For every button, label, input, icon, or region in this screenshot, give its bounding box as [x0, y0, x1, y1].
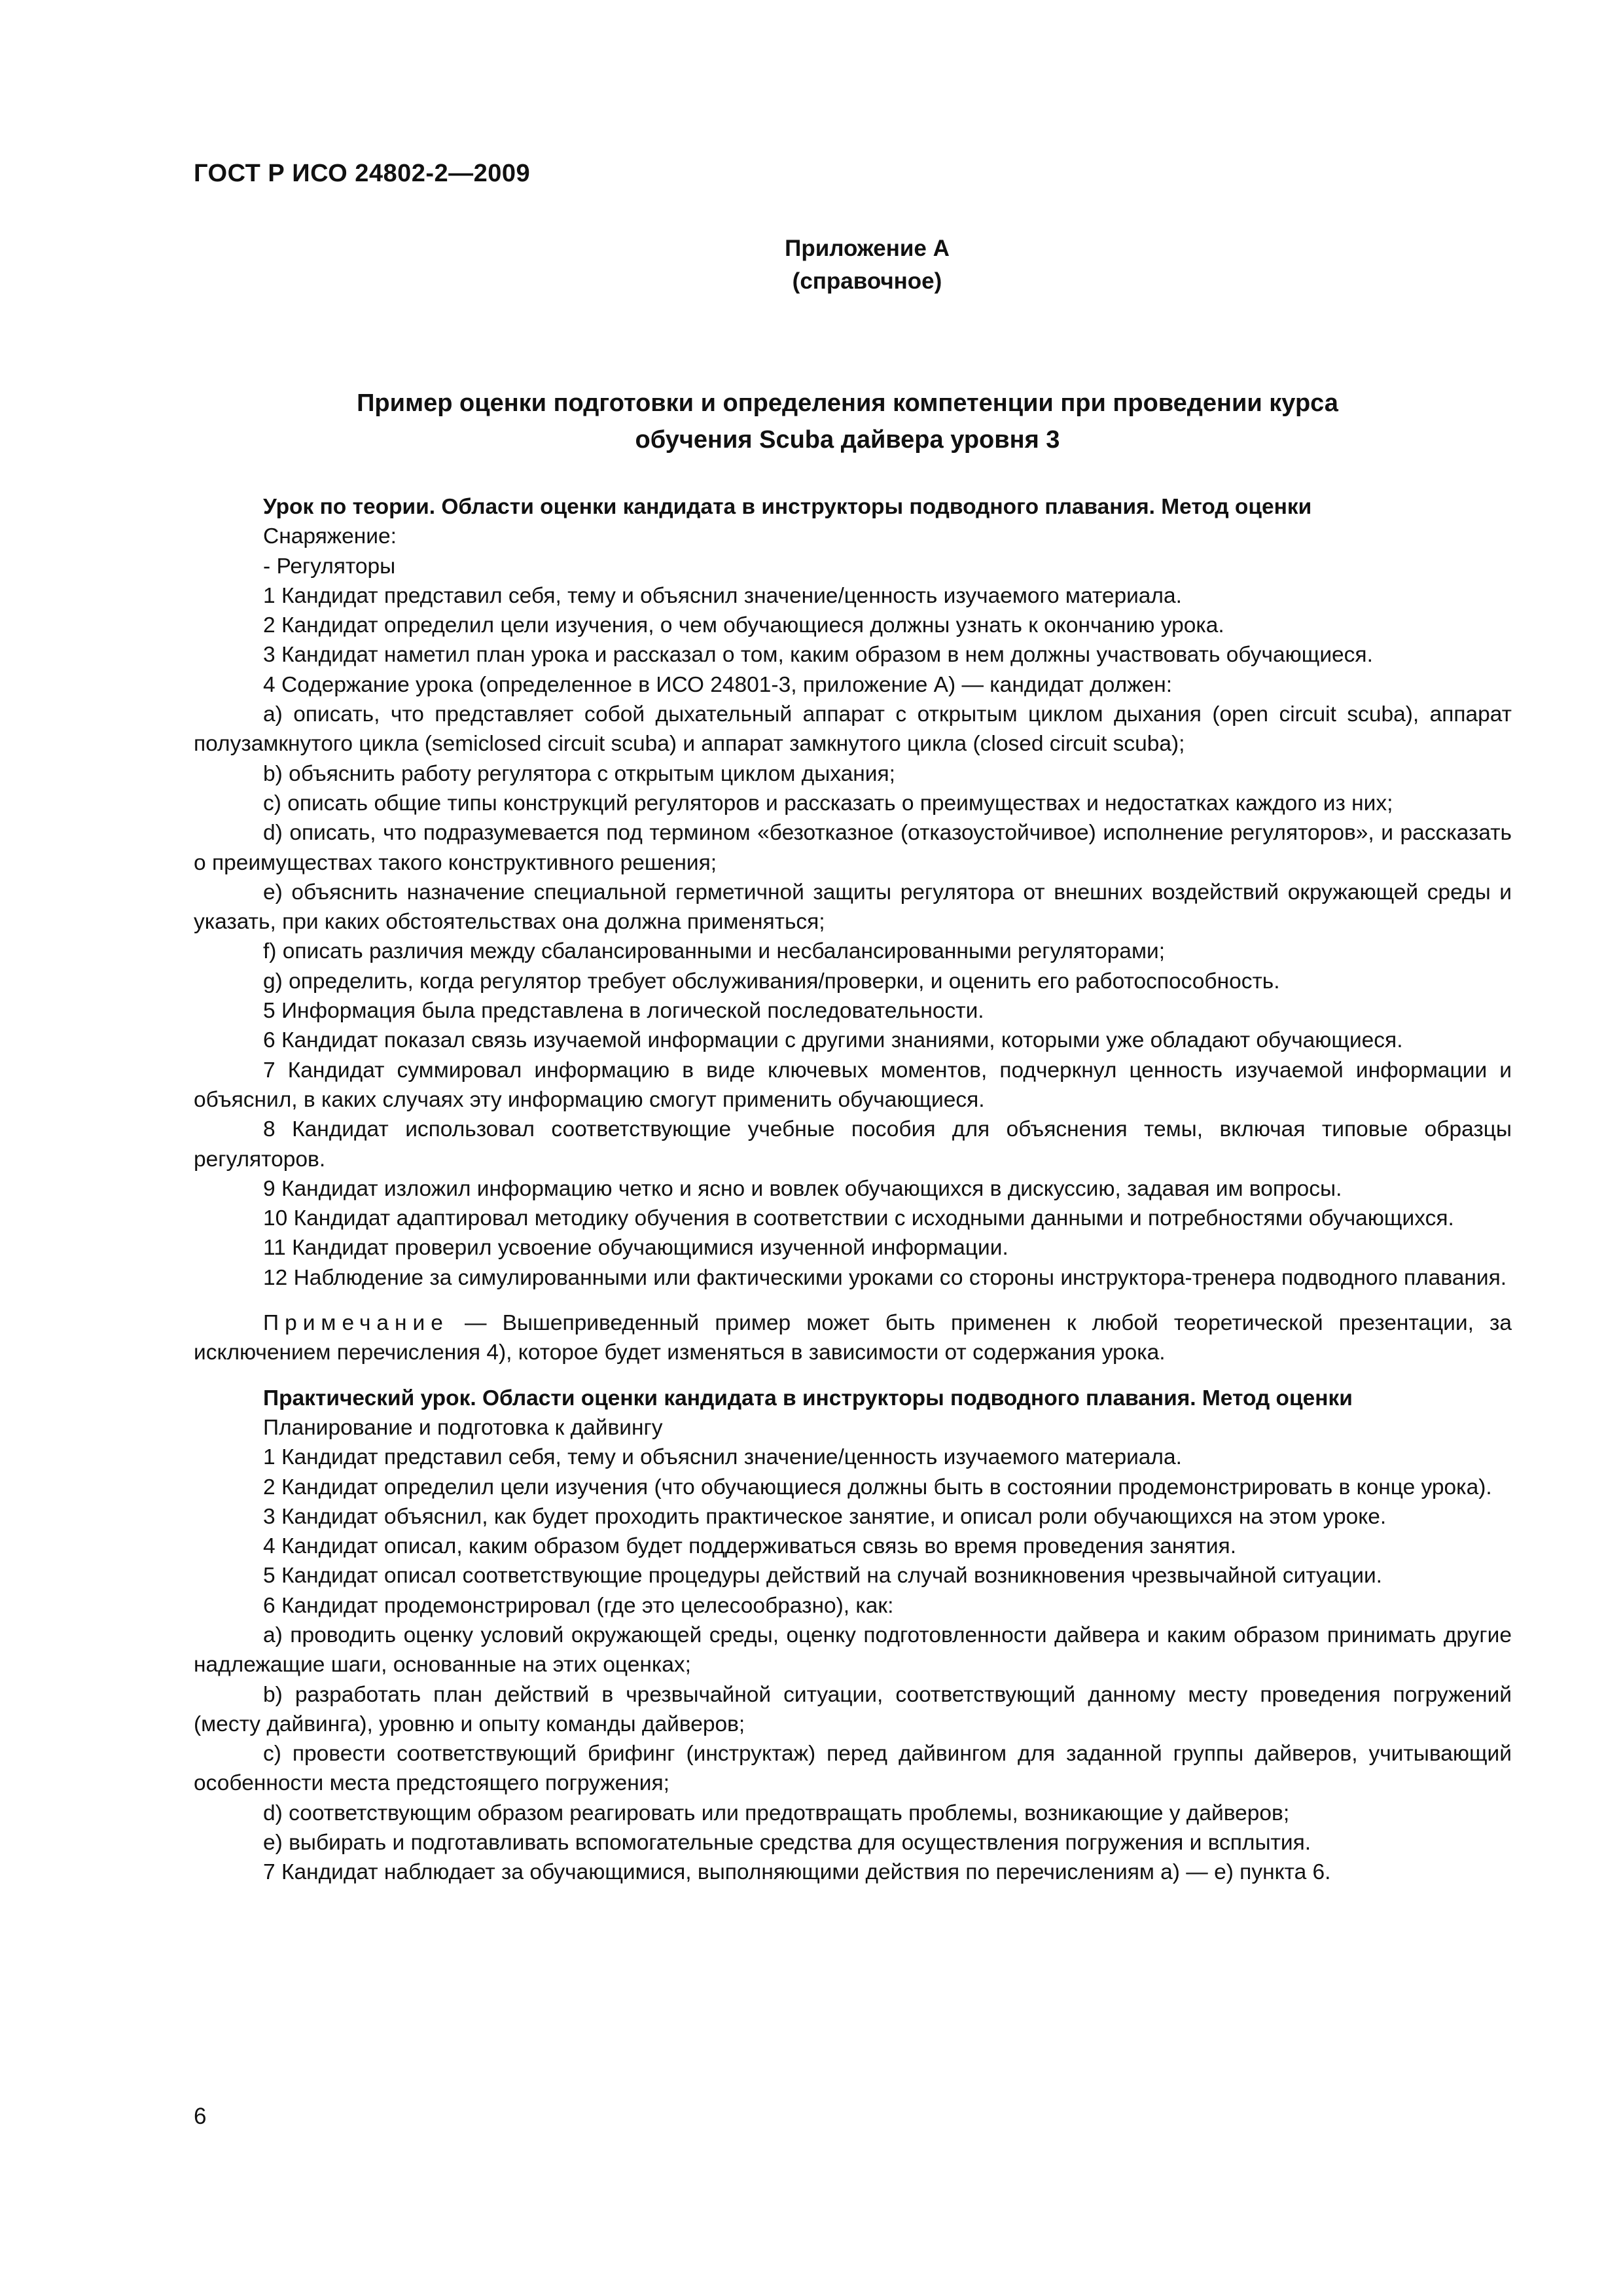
list-item: 6 Кандидат продемонстрировал (где это целесообразно), как:	[263, 1593, 894, 1618]
page-number: 6	[194, 2104, 207, 2129]
list-item: 3 Кандидат объяснил, как будет проходить практическое занятие, и описал роли обучающихся на этом уроке.	[263, 1504, 1387, 1529]
note-label: Примечание	[263, 1311, 449, 1336]
list-item: 10 Кандидат адаптировал методику обучения в соответствии с исходными данными и потребностями обучающихся.	[263, 1206, 1454, 1231]
list-item: e) выбирать и подготавливать вспомогательные средства для осуществления погружения и всплытия.	[263, 1831, 1311, 1856]
list-item: 2 Кандидат определил цели изучения, о чем обучающиеся должны узнать к окончанию урока.	[263, 613, 1224, 638]
document-body	[194, 492, 1512, 1888]
list-item: f) описать различия между сбалансированными и несбалансированными регуляторами;	[263, 939, 1166, 964]
section-practice-heading: Практический урок. Области оценки кандидата в инструкторы подводного плавания. Метод оценки	[263, 1386, 1353, 1410]
list-item: 3 Кандидат наметил план урока и рассказал о том, каким образом в нем должны участвовать обучающиеся.	[263, 643, 1373, 668]
list-item: a) проводить оценку условий окружающей среды, оценку подготовленности дайвера и каким образом принимать другие надлежащие шаги, основанные на этих оценках;	[194, 1623, 1512, 1677]
list-item: 1 Кандидат представил себя, тему и объяснил значение/ценность изучаемого материала.	[263, 583, 1182, 608]
annex-heading	[249, 385, 1446, 458]
list-item: 7 Кандидат суммировал информацию в виде ключевых моментов, подчеркнул ценность изучаемой информации и объяснил, в каких случаях эту информацию смогут применить обучающиеся.	[194, 1058, 1512, 1112]
list-item: 6 Кандидат показал связь изучаемой информации с другими знаниями, которыми уже обладают обучающиеся.	[263, 1028, 1403, 1053]
list-item: e) объяснить назначение специальной герметичной защиты регулятора от внешних воздействий окружающей среды и указать, при каких обстоятельствах она должна применяться;	[194, 880, 1512, 935]
annex-heading-line-2: обучения Scuba дайвера уровня 3	[635, 426, 1060, 454]
list-item: 8 Кандидат использовал соответствующие учебные пособия для объяснения темы, включая типовые образцы регуляторов.	[194, 1117, 1512, 1172]
list-item: d) описать, что подразумевается под термином «безотказное (отказоустойчивое) исполнение регуляторов», и рассказать о преимуществах такого конструктивного решения;	[194, 821, 1512, 875]
section-theory-heading: Урок по теории. Области оценки кандидата в инструкторы подводного плавания. Метод оценки	[263, 495, 1312, 519]
equipment-item: - Регуляторы	[263, 554, 396, 579]
annex-title: Приложение А	[785, 236, 950, 261]
list-item: a) описать, что представляет собой дыхательный аппарат с открытым циклом дыхания (open circuit scuba), аппарат полузамкнутого цикла (semiclosed circuit scuba) и аппарат замкнутого цикла (closed circuit scuba);	[194, 702, 1512, 757]
annex-status: (справочное)	[792, 268, 942, 294]
section-practice-subheading: Планирование и подготовка к дайвингу	[263, 1415, 663, 1440]
list-item: b) разработать план действий в чрезвычайной ситуации, соответствующий данному месту проведения погружений (месту дайвинга), уровню и опыту команды дайверов;	[194, 1682, 1512, 1736]
list-item: 11 Кандидат проверил усвоение обучающимися изученной информации.	[263, 1236, 1008, 1261]
list-item: 2 Кандидат определил цели изучения (что обучающиеся должны быть в состоянии продемонстрировать в конце урока).	[263, 1475, 1492, 1499]
note-paragraph	[194, 1308, 1512, 1368]
list-item: 9 Кандидат изложил информацию четко и ясно и вовлек обучающихся в дискуссию, задавая им вопросы.	[263, 1176, 1342, 1201]
list-item: 7 Кандидат наблюдает за обучающимися, выполняющими действия по перечислениям a) — e) пункта 6.	[263, 1860, 1331, 1885]
note-text: — Вышеприведенный пример может быть применен к любой теоретической презентации, за исключением перечисления 4), которое будет изменяться в зависимости от содержания урока.	[194, 1311, 1512, 1365]
list-item: 4 Содержание урока (определенное в ИСО 24801-3, приложение А) — кандидат должен:	[263, 672, 1173, 697]
equipment-label: Снаряжение:	[263, 524, 397, 549]
list-item: g) определить, когда регулятор требует обслуживания/проверки, и оценить его работоспособность.	[263, 969, 1280, 994]
list-item: c) описать общие типы конструкций регуляторов и рассказать о преимуществах и недостатках каждого из них;	[263, 791, 1393, 816]
list-item: c) провести соответствующий брифинг (инструктаж) перед дайвингом для заданной группы дайверов, учитывающий особенности места предстоящего погружения;	[194, 1742, 1512, 1796]
list-item: d) соответствующим образом реагировать или предотвращать проблемы, возникающие у дайверов;	[263, 1801, 1290, 1825]
annex-label	[687, 232, 1047, 298]
list-item: 5 Информация была представлена в логической последовательности.	[263, 999, 984, 1024]
list-item: b) объяснить работу регулятора с открытым циклом дыхания;	[263, 761, 895, 786]
list-item: 5 Кандидат описал соответствующие процедуры действий на случай возникновения чрезвычайной ситуации.	[263, 1564, 1382, 1588]
list-item: 4 Кандидат описал, каким образом будет поддерживаться связь во время проведения занятия.	[263, 1534, 1237, 1559]
list-item: 1 Кандидат представил себя, тему и объяснил значение/ценность изучаемого материала.	[263, 1445, 1182, 1470]
list-item: 12 Наблюдение за симулированными или фактическими уроками со стороны инструктора-тренера подводного плавания.	[263, 1265, 1507, 1290]
document-code-header: ГОСТ Р ИСО 24802-2—2009	[194, 160, 531, 187]
annex-heading-line-1: Пример оценки подготовки и определения компетенции при проведении курса	[357, 389, 1338, 417]
